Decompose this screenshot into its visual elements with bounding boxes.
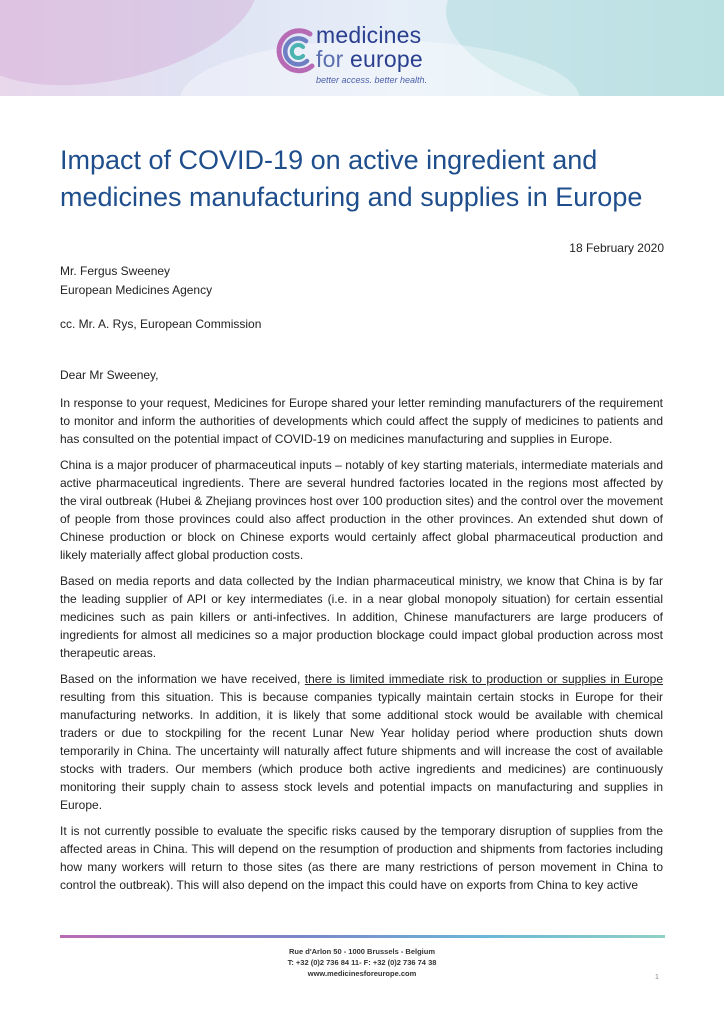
paragraph-4-rest: resulting from this situation. This is because companies typically maintain certain stocks in Europe for their manufacturing networks. In addition, it is likely that some additional stock would be available with chemical traders or due to stockpiling for the recent Lunar New Year holiday period where production shuts down temporarily in China. The uncertainty will naturally affect future shipments and will increase the cost of available stocks with traders. Our members (which produce both active ingredients and medicines) are continuously monitoring their supply chain to assess stock levels and potential impacts on manufacturing and supplies in Europe. bbox=[60, 690, 663, 812]
salutation: Dear Mr Sweeney, bbox=[60, 368, 159, 382]
header-banner bbox=[0, 0, 724, 96]
logo-word-europe: europe bbox=[350, 46, 423, 72]
paragraph-3: Based on media reports and data collected by the Indian pharmaceutical ministry, we know that China is by far the leading supplier of API or key intermediates (i.e. in a near global monopoly situation) for certain essential medicines such as pain killers or anti-infectives. In addition, Chinese manufacturers are large producers of ingredients for almost all medicines so a major production blockage could impact global production across most therapeutic areas. bbox=[60, 574, 663, 660]
letter-date: 18 February 2020 bbox=[569, 241, 664, 255]
paragraph-4 bbox=[60, 670, 663, 814]
paragraph-4-underlined-statement: there is limited immediate risk to production or supplies in Europe bbox=[304, 672, 663, 686]
cc-line: cc. Mr. A. Rys, European Commission bbox=[60, 317, 262, 331]
logo-mark-icon bbox=[272, 26, 322, 76]
medicines-for-europe-logo bbox=[272, 22, 472, 86]
paragraph-1: In response to your request, Medicines for Europe shared your letter reminding manufacturers of the requirement to monitor and inform the authorities of developments which could affect the supply of medicines to patients and has consulted on the potential impact of COVID-19 on medicines manufacturing and supplies in Europe. bbox=[60, 396, 663, 446]
logo-tagline: better access. better health. bbox=[316, 75, 428, 85]
logo-word-for-europe bbox=[316, 46, 423, 73]
footer-divider bbox=[60, 935, 665, 938]
recipient-name: Mr. Fergus Sweeney bbox=[60, 264, 171, 278]
logo-word-medicines: medicines bbox=[316, 22, 422, 48]
paragraph-5: It is not currently possible to evaluate the specific risks caused by the temporary disruption of supplies from the affected areas in China. This will depend on the resumption of production and shipments from factories including how many workers will return to those sites (as there are many restrictions of person movement in China to control the outbreak). This will also depend on the impact this could have on exports from China to key active bbox=[60, 824, 663, 892]
paragraph-4-intro: Based on the information we have received, bbox=[60, 672, 305, 686]
footer-website[interactable]: www.medicinesforeurope.com bbox=[307, 969, 417, 978]
footer-phone: T: +32 (0)2 736 84 11- F: +32 (0)2 736 74 38 bbox=[287, 958, 437, 967]
paragraph-2: China is a major producer of pharmaceutical inputs – notably of key starting materials, intermediate materials and active pharmaceutical ingredients. There are several hundred factories located in the regions most affected by the viral outbreak (Hubei & Zhejiang provinces host over 100 production sites) and the control over the movement of people from those provinces could also affect production in the other provinces. An extended shut down of Chinese production or block on Chinese exports would certainly affect global pharmaceutical production and likely materially affect global production costs. bbox=[60, 458, 663, 562]
recipient-organization: European Medicines Agency bbox=[60, 283, 213, 297]
document-title: Impact of COVID-19 on active ingredient and medicines manufacturing and supplies in Europe bbox=[60, 145, 643, 212]
letter-body bbox=[60, 366, 663, 902]
logo-word-for: for bbox=[316, 46, 351, 72]
footer-address: Rue d'Arlon 50 - 1000 Brussels - Belgium bbox=[289, 947, 435, 956]
page-number: 1 bbox=[655, 974, 659, 981]
footer bbox=[0, 946, 724, 979]
